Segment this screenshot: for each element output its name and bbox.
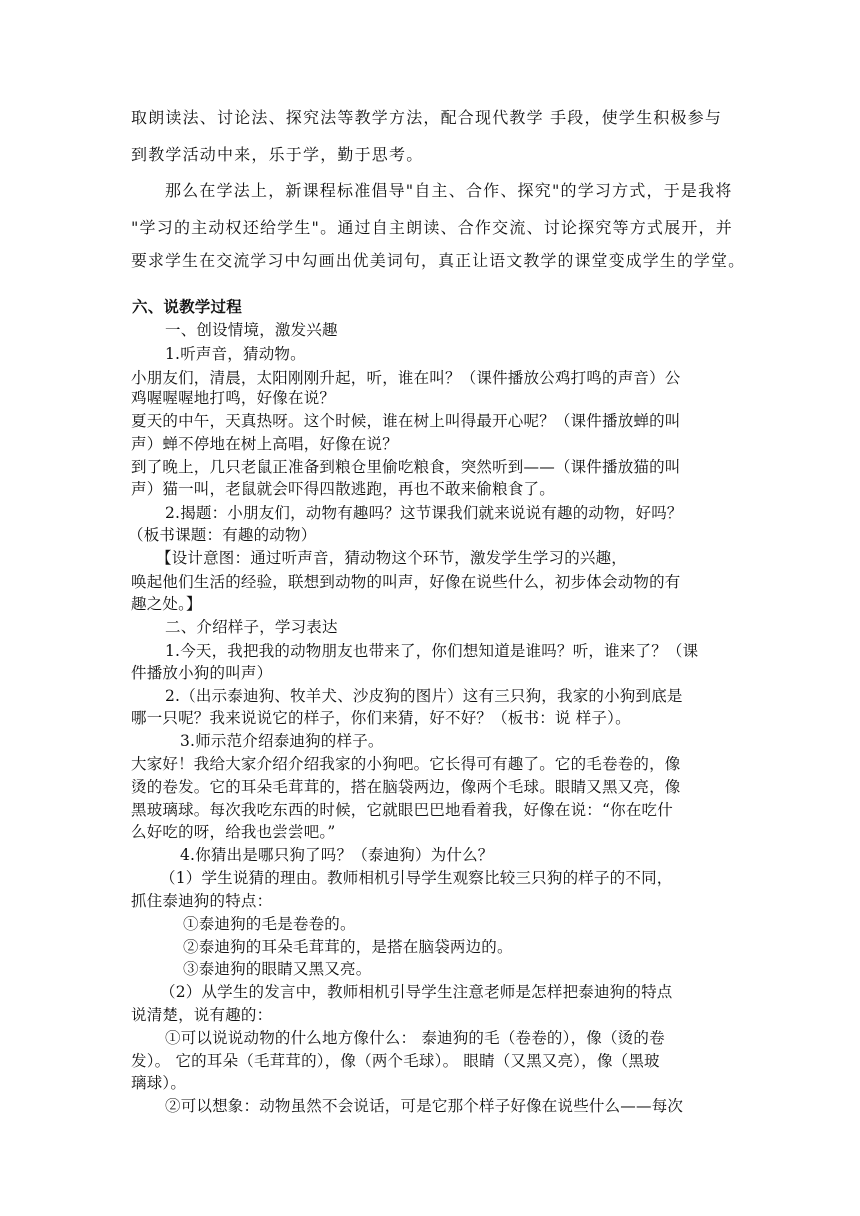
text-line: 3.师示范介绍泰迪狗的样子。 <box>180 732 384 750</box>
text-line: 烫的卷发。它的耳朵毛茸茸的，搭在脑袋两边，像两个毛球。眼睛又黑又亮，像 <box>131 778 681 796</box>
list-item: ③泰迪狗的眼睛又黑又亮。 <box>183 960 372 978</box>
text-line: 黑玻璃球。每次我吃东西的时候，它就眼巴巴地看着我，好像在说：“你在吃什 <box>131 801 673 819</box>
text-line: 件播放小狗的叫声） <box>131 664 273 682</box>
text-line: 发）。 它的耳朵（毛茸茸的），像（两个毛球）。 眼睛（又黑又亮），像（黑玻 <box>131 1052 660 1070</box>
text-line: 到教学活动中来，乐于学，勤于思考。 <box>131 145 424 164</box>
text-line: 声）蝉不停地在树上高唱，好像在说？ <box>131 435 398 453</box>
text-line: 哪一只呢？我来说说它的样子，你们来猜，好不好？（板书：说 样子）。 <box>131 709 631 727</box>
design-intent-line: 趣之处。】 <box>131 595 202 613</box>
text-line: 要求学生在交流学习中勾画出优美词句，真正让语文教学的课堂变成学生的学堂。 <box>131 251 746 270</box>
text-line: 声）猫一叫，老鼠就会吓得四散逃跑，再也不敢来偷粮食了。 <box>131 480 555 498</box>
list-item: ②可以想象：动物虽然不会说话，可是它那个样子好像在说些什么——每次 <box>165 1097 684 1115</box>
text-line: 说清楚，说有趣的： <box>131 1006 273 1024</box>
text-line: 小朋友们，清晨，太阳刚刚升起，听，谁在叫？（课件播放公鸡打鸣的声音）公 <box>131 369 681 387</box>
text-line: 2.（出示泰迪狗、牧羊犬、沙皮狗的图片）这有三只狗，我家的小狗到底是 <box>165 687 683 705</box>
text-line: 抓住泰迪狗的特点： <box>131 892 273 910</box>
list-item: ①泰迪狗的毛是卷卷的。 <box>183 915 356 933</box>
section-heading: 六、说教学过程 <box>132 298 242 316</box>
subsection-heading: 二、介绍样子，学习表达 <box>165 618 338 636</box>
text-line: "学习的主动权还给学生"。通过自主朗读、合作交流、讨论探究等方式展开，并 <box>131 218 733 237</box>
text-line: 2.揭题：小朋友们，动物有趣吗？这节课我们就来说说有趣的动物，好吗？ <box>165 504 683 522</box>
text-line: 璃球）。 <box>131 1074 187 1092</box>
list-item: ②泰迪狗的耳朵毛茸茸的，是搭在脑袋两边的。 <box>183 938 513 956</box>
text-line: 大家好！我给大家介绍介绍我家的小狗吧。它长得可有趣了。它的毛卷卷的，像 <box>131 755 681 773</box>
design-intent-line: 【设计意图：通过听声音，猜动物这个环节，激发学生学习的兴趣， <box>156 549 628 567</box>
text-line: 1.听声音，猜动物。 <box>165 345 306 363</box>
design-intent-line: 唤起他们生活的经验，联想到动物的叫声，好像在说些什么，初步体会动物的有 <box>131 573 681 591</box>
text-line: 到了晚上，几只老鼠正准备到粮仓里偷吃粮食，突然听到——（课件播放猫的叫 <box>131 458 681 476</box>
text-line: 取朗读法、讨论法、探究法等教学方法，配合现代教学 手段，使学生积极参与 <box>131 108 723 127</box>
list-item: ①可以说说动物的什么地方像什么： 泰迪狗的毛（卷卷的），像（烫的卷 <box>165 1029 665 1047</box>
text-line: 鸡喔喔喔地打鸣，好像在说？ <box>131 389 336 407</box>
text-line: （板书课题：有趣的动物） <box>128 526 317 544</box>
text-line: 1.今天，我把我的动物朋友也带来了，你们想知道是谁吗？听，谁来了？（课 <box>165 642 699 660</box>
text-line: 那么在学法上，新课程标准倡导"自主、合作、探究"的学习方式，于是我将 <box>165 181 733 200</box>
text-line: 夏天的中午，天真热呀。这个时候，谁在树上叫得最开心呢？（课件播放蝉的叫 <box>131 412 681 430</box>
subsection-heading: 一、创设情境，激发兴趣 <box>165 321 338 339</box>
text-line: 么好吃的呀，给我也尝尝吧。” <box>131 823 336 841</box>
text-line: 4.你猜出是哪只狗了吗？（泰迪狗）为什么？ <box>180 846 494 864</box>
text-line: （1）学生说猜的理由。教师相机引导学生观察比较三只狗的样子的不同， <box>160 869 673 887</box>
text-line: （2）从学生的发言中，教师相机引导学生注意老师是怎样把泰迪狗的特点 <box>160 983 673 1001</box>
